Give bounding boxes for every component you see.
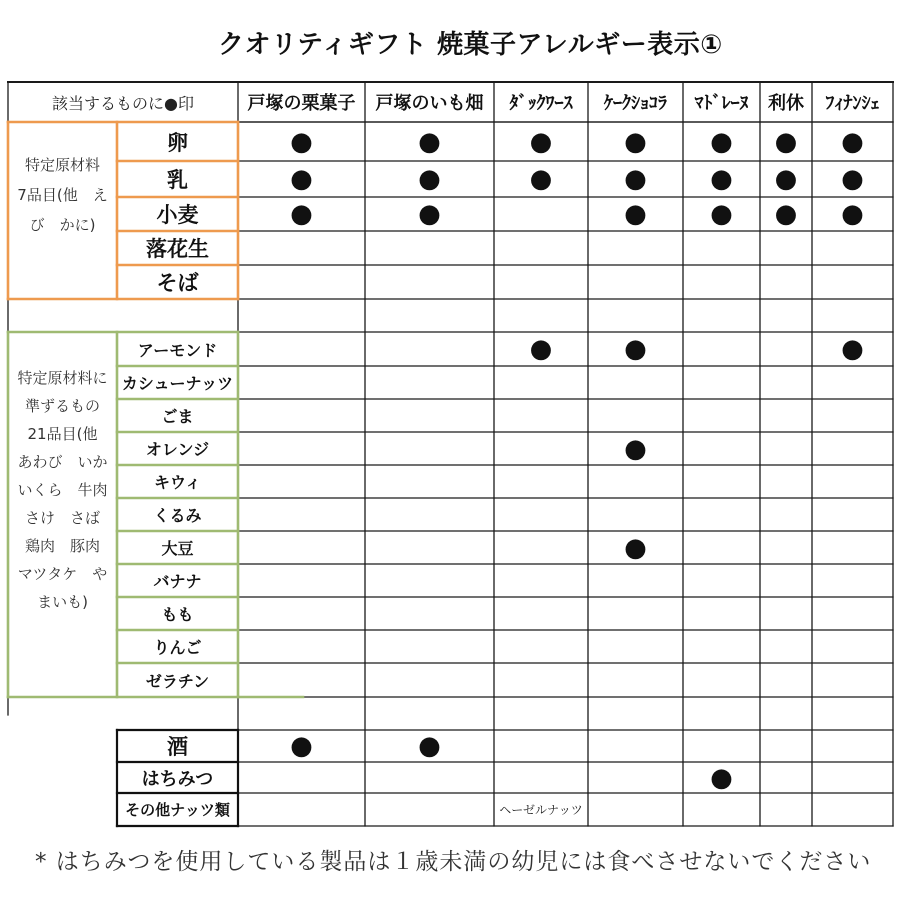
allergen-cell <box>494 265 588 299</box>
allergen-cell <box>683 366 760 399</box>
allergen-cell <box>238 597 365 630</box>
allergens-equivalent-label <box>8 364 117 616</box>
allergen-cell <box>365 498 494 531</box>
allergen-cell <box>683 332 760 366</box>
allergen-label: くるみ <box>153 506 202 525</box>
allergen-cell <box>238 366 365 399</box>
allergen-cell <box>683 432 760 465</box>
allergen-cell <box>494 597 588 630</box>
allergen-cell <box>683 793 760 826</box>
allergen-cell <box>588 498 683 531</box>
allergen-cell <box>588 564 683 597</box>
allergen-cell <box>812 663 893 697</box>
allergen-label: カシューナッツ <box>121 374 234 393</box>
allergen-cell <box>760 366 812 399</box>
allergen-cell <box>683 597 760 630</box>
allergen-cell <box>812 465 893 498</box>
allergen-cell <box>365 630 494 663</box>
allergen-cell <box>588 793 683 826</box>
allergen-mark: ● <box>529 334 553 364</box>
section-label-line: 鶏肉 豚肉 <box>24 537 100 555</box>
header-corner-label: 該当するものに●印 <box>52 93 194 113</box>
allergen-label: 酒 <box>167 735 188 759</box>
allergen-cell <box>588 366 683 399</box>
allergen-mark: ● <box>624 334 647 364</box>
allergen-mark: ● <box>774 126 798 157</box>
allergen-mark: ● <box>710 164 733 194</box>
allergen-cell <box>760 265 812 299</box>
allergen-cell <box>812 531 893 564</box>
allergen-cell <box>494 730 588 762</box>
allergen-cell <box>683 630 760 663</box>
allergen-cell <box>365 663 494 697</box>
allergen-cell <box>365 432 494 465</box>
section-label-line: 特定原材料に <box>17 369 108 387</box>
allergen-cell <box>365 793 494 826</box>
allergen-cell <box>494 663 588 697</box>
section-label-line: 特定原材料 <box>24 156 100 174</box>
section-label-line: いくら 牛肉 <box>17 481 108 499</box>
allergen-cell <box>365 366 494 399</box>
allergen-mark: ● <box>624 433 647 464</box>
allergen-cell <box>238 498 365 531</box>
allergen-label: キウィ <box>153 473 202 492</box>
allergen-cell <box>494 498 588 531</box>
allergen-mark: ● <box>290 731 313 761</box>
allergen-cell <box>760 498 812 531</box>
allergen-cell <box>683 730 760 762</box>
allergen-cell <box>494 231 588 265</box>
allergen-cell <box>760 564 812 597</box>
allergen-cell <box>588 762 683 793</box>
allergen-cell <box>494 564 588 597</box>
allergen-cell <box>812 265 893 299</box>
allergen-cell <box>238 762 365 793</box>
section-label-line: 準ずるもの <box>24 397 100 415</box>
allergen-cell <box>812 366 893 399</box>
allergen-cell <box>365 465 494 498</box>
allergen-cell <box>760 465 812 498</box>
allergen-label: 小麦 <box>156 203 199 227</box>
allergen-label: ゼラチン <box>145 671 210 691</box>
allergen-cell <box>494 630 588 663</box>
allergen-cell <box>812 231 893 265</box>
section-label-line: まいも) <box>37 593 88 611</box>
product-header: 戸塚の栗菓子 <box>247 93 356 114</box>
allergen-cell <box>812 762 893 793</box>
allergen-mark: ● <box>529 126 553 157</box>
section-label-line: マツタケ や <box>17 565 108 583</box>
allergen-cell <box>588 597 683 630</box>
footnote: * はちみつを使用している製品は１歳未満の幼児には食べさせないでください <box>35 849 872 875</box>
allergen-label: アーモンド <box>137 340 218 360</box>
allergen-cell <box>494 762 588 793</box>
section-label-line: 7品目(他 え <box>17 186 108 204</box>
allergen-cell <box>494 432 588 465</box>
allergen-label: 落花生 <box>146 237 209 261</box>
product-header: ｹｰｸｼｮｺﾗ <box>604 93 667 114</box>
allergen-cell <box>812 630 893 663</box>
allergen-cell <box>365 597 494 630</box>
allergen-label: バナナ <box>153 572 202 591</box>
allergen-mark: ● <box>841 126 864 157</box>
allergen-cell <box>760 231 812 265</box>
allergen-cell <box>238 531 365 564</box>
allergen-cell <box>238 265 365 299</box>
allergen-mark: ● <box>290 199 313 229</box>
allergen-cell <box>760 762 812 793</box>
allergen-mark: ● <box>418 199 441 229</box>
allergen-cell <box>760 332 812 366</box>
allergen-cell <box>812 597 893 630</box>
allergen-cell <box>238 630 365 663</box>
allergen-cell <box>812 564 893 597</box>
allergen-cell <box>494 197 588 231</box>
section-label-line: び かに) <box>29 216 96 234</box>
allergen-cell <box>812 399 893 432</box>
allergen-mark: ● <box>710 126 733 157</box>
allergen-cell <box>365 762 494 793</box>
allergen-cell <box>760 730 812 762</box>
allergen-cell <box>588 399 683 432</box>
allergen-cell <box>365 231 494 265</box>
allergen-mark: ● <box>774 199 798 229</box>
allergen-cell <box>760 531 812 564</box>
allergen-cell <box>683 231 760 265</box>
allergen-mark: ● <box>710 762 733 793</box>
allergen-cell <box>494 465 588 498</box>
allergen-label: はちみつ <box>141 768 214 790</box>
allergen-cell <box>238 231 365 265</box>
allergen-cell <box>588 265 683 299</box>
allergen-cell <box>683 265 760 299</box>
allergen-label: オレンジ <box>145 440 210 459</box>
product-header: ﾌｨﾅﾝｼｪ <box>825 93 880 114</box>
allergen-label: 大豆 <box>161 539 194 558</box>
allergen-cell <box>365 564 494 597</box>
section-label-line: あわび いか <box>17 453 108 471</box>
allergen-cell <box>812 793 893 826</box>
allergen-cell <box>812 498 893 531</box>
allergen-cell <box>494 399 588 432</box>
allergen-cell <box>588 730 683 762</box>
product-header: ﾀﾞｯｸﾜｰｽ <box>509 93 573 114</box>
section-label-line: 21品目(他 <box>27 425 98 443</box>
allergen-label: りんご <box>153 638 202 657</box>
allergen-mark: ● <box>841 164 864 194</box>
allergen-cell <box>760 663 812 697</box>
allergen-cell <box>812 730 893 762</box>
allergen-cell <box>238 663 365 697</box>
allergen-label: 卵 <box>167 130 188 155</box>
allergen-cell <box>683 663 760 697</box>
allergen-cell <box>588 465 683 498</box>
allergen-cell <box>683 531 760 564</box>
product-header: 利休 <box>768 93 804 114</box>
allergen-cell <box>760 793 812 826</box>
allergen-cell <box>760 399 812 432</box>
allergen-cell <box>238 332 365 366</box>
allergen-cell <box>760 597 812 630</box>
allergen-cell <box>588 231 683 265</box>
allergen-cell: ヘーゼルナッツ <box>499 803 583 817</box>
allergen-cell <box>365 399 494 432</box>
allergen-cell <box>588 663 683 697</box>
allergen-cell <box>812 432 893 465</box>
allergen-mark: ● <box>624 126 647 157</box>
allergen-cell <box>365 265 494 299</box>
allergen-cell <box>683 399 760 432</box>
allergen-mark: ● <box>624 164 647 194</box>
allergen-mark: ● <box>841 199 864 229</box>
allergen-cell <box>494 531 588 564</box>
allergen-cell <box>588 630 683 663</box>
allergen-mark: ● <box>710 199 733 229</box>
allergen-mark: ● <box>418 164 441 194</box>
allergen-cell <box>683 498 760 531</box>
allergen-mark: ● <box>624 199 647 229</box>
allergen-cell <box>238 432 365 465</box>
allergen-cell <box>494 366 588 399</box>
product-header: ﾏﾄﾞﾚｰﾇ <box>694 93 749 114</box>
allergen-cell <box>238 465 365 498</box>
allergen-cell <box>238 793 365 826</box>
allergen-label: その他ナッツ類 <box>125 801 230 819</box>
allergen-cell <box>365 332 494 366</box>
allergen-mark: ● <box>418 126 441 157</box>
specific-allergens-label <box>8 150 117 240</box>
allergen-mark: ● <box>418 731 441 761</box>
allergen-mark: ● <box>624 532 647 563</box>
allergen-cell <box>238 564 365 597</box>
allergen-mark: ● <box>290 126 313 157</box>
allergen-mark: ● <box>529 164 553 194</box>
allergen-mark: ● <box>774 164 798 194</box>
allergen-cell <box>683 465 760 498</box>
allergen-mark: ● <box>290 164 313 194</box>
page-title: クオリティギフト 焼菓子アレルギー表示① <box>218 30 723 60</box>
allergen-label: 乳 <box>167 168 188 192</box>
allergen-cell <box>760 630 812 663</box>
allergen-mark: ● <box>841 334 864 364</box>
allergen-label: ごま <box>161 407 194 426</box>
product-header: 戸塚のいも畑 <box>375 93 484 114</box>
allergen-label: もも <box>161 605 194 624</box>
allergen-cell <box>760 432 812 465</box>
allergen-cell <box>238 399 365 432</box>
allergen-cell <box>683 564 760 597</box>
allergen-label: そば <box>156 271 199 295</box>
allergen-cell <box>365 531 494 564</box>
section-label-line: さけ さば <box>24 509 100 527</box>
